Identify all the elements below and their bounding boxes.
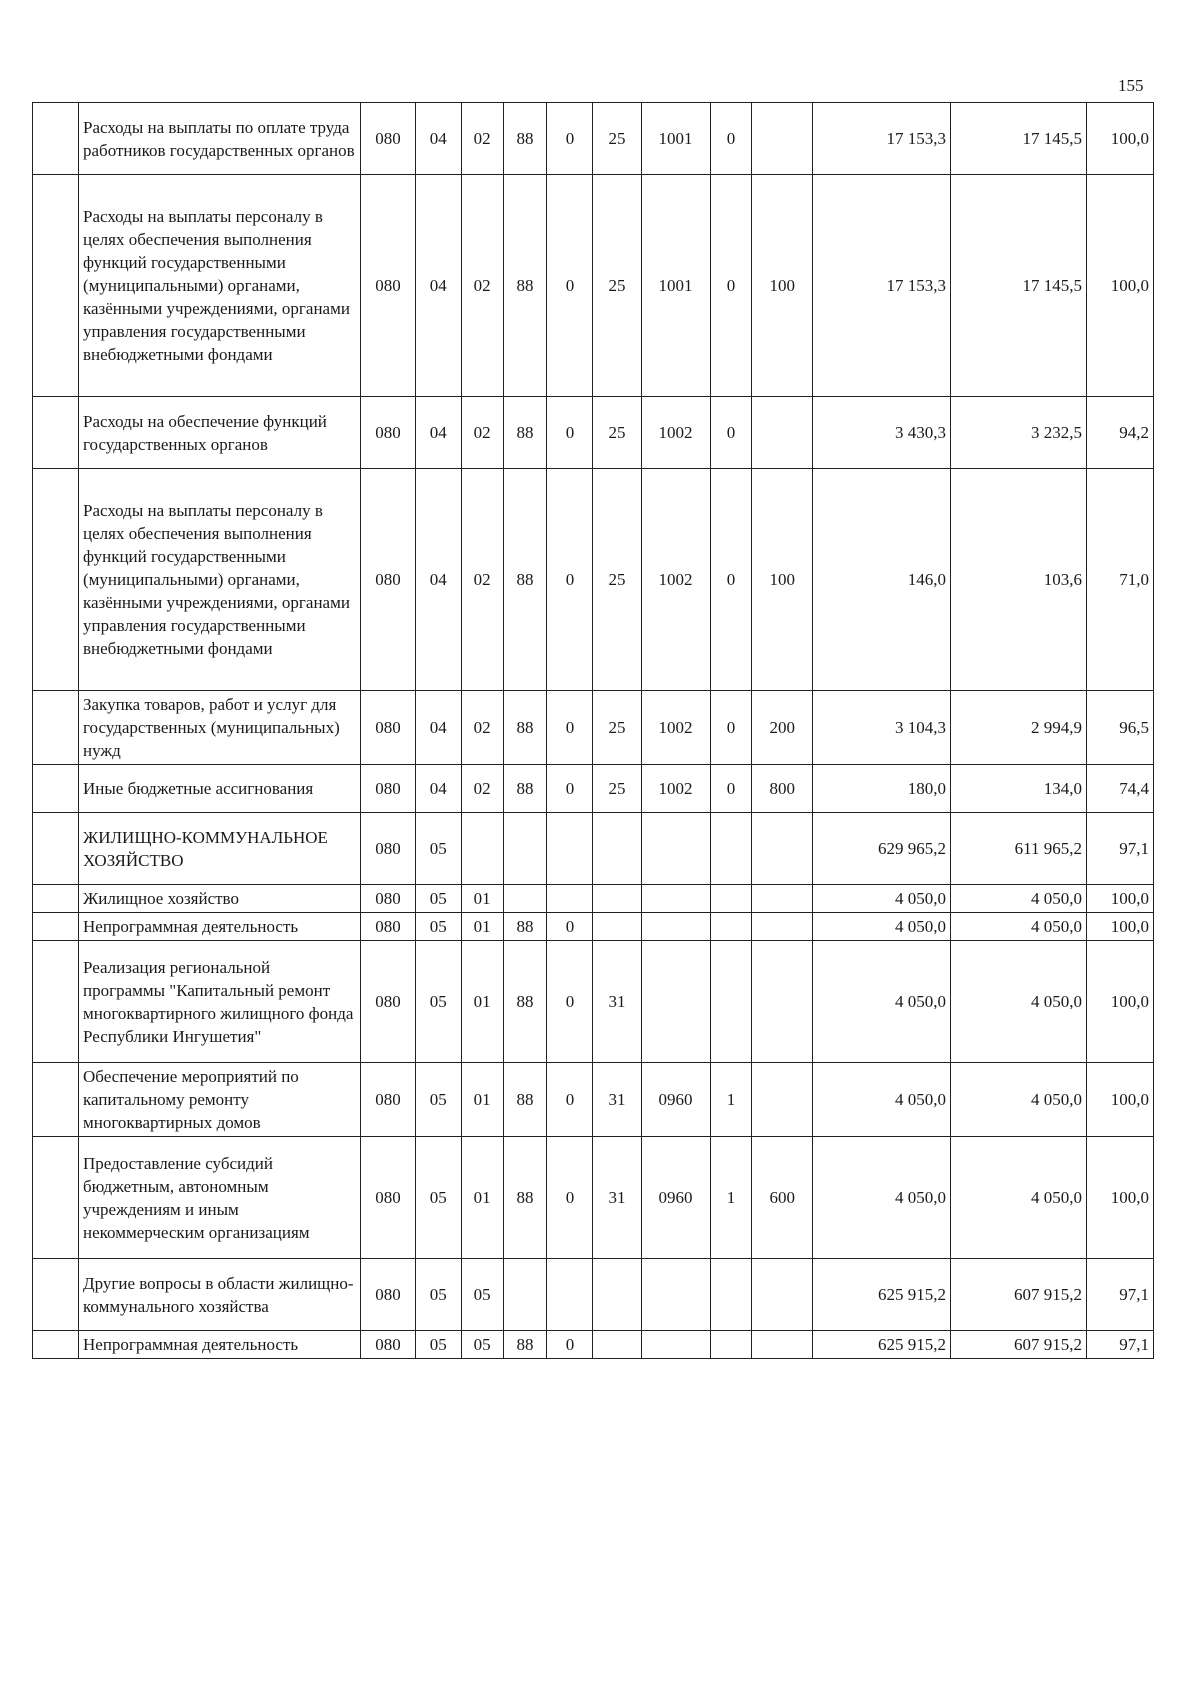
cell-ministry-code: 080 [361, 941, 415, 1063]
cell-direction-code [641, 813, 710, 885]
cell-execution-percent: 100,0 [1086, 941, 1153, 1063]
cell-target-code [710, 813, 752, 885]
cell-subsection-code: 05 [461, 1331, 503, 1359]
cell-ministry-code: 080 [361, 1063, 415, 1137]
cell-expense-type-code [752, 1259, 813, 1331]
table-row [33, 941, 1154, 1063]
cell-section-code: 04 [415, 469, 461, 691]
cell-subprogram-code: 0 [547, 397, 593, 469]
row-name: Расходы на выплаты по оплате труда работников государственных органов [79, 103, 361, 175]
cell-execution-percent: 94,2 [1086, 397, 1153, 469]
cell-execution-percent: 97,1 [1086, 813, 1153, 885]
row-name: Расходы на выплаты персоналу в целях обеспечения выполнения функций государственными (муниципальными) органами, казёнными учреждениями, органами управления государственными внебюджетными фондами [79, 469, 361, 691]
cell-direction-code [641, 941, 710, 1063]
table-row [33, 103, 1154, 175]
cell-ministry-code: 080 [361, 469, 415, 691]
cell-planned-amount: 4 050,0 [813, 913, 951, 941]
row-name: Жилищное хозяйство [79, 885, 361, 913]
cell-measure-code: 25 [593, 691, 641, 765]
cell-target-code: 1 [710, 1137, 752, 1259]
cell-target-code: 0 [710, 175, 752, 397]
cell-direction-code [641, 885, 710, 913]
cell-actual-amount: 607 915,2 [951, 1331, 1087, 1359]
cell-measure-code: 25 [593, 397, 641, 469]
cell-direction-code [641, 1331, 710, 1359]
cell-ministry-code: 080 [361, 1259, 415, 1331]
cell-actual-amount: 4 050,0 [951, 1063, 1087, 1137]
cell-direction-code: 0960 [641, 1137, 710, 1259]
cell-section-code: 05 [415, 941, 461, 1063]
cell-execution-percent: 71,0 [1086, 469, 1153, 691]
cell-section-code: 04 [415, 691, 461, 765]
cell-target-code: 1 [710, 1063, 752, 1137]
cell-section-code: 05 [415, 1259, 461, 1331]
cell-expense-type-code: 800 [752, 765, 813, 813]
cell-expense-type-code [752, 103, 813, 175]
cell-execution-percent: 100,0 [1086, 175, 1153, 397]
row-name: Иные бюджетные ассигнования [79, 765, 361, 813]
row-name: Предоставление субсидий бюджетным, автономным учреждениям и иным некоммерческим организациям [79, 1137, 361, 1259]
cell-program-code: 88 [503, 1063, 547, 1137]
cell-actual-amount: 4 050,0 [951, 885, 1087, 913]
cell-section-code: 04 [415, 103, 461, 175]
cell-expense-type-code [752, 913, 813, 941]
row-name: Закупка товаров, работ и услуг для государственных (муниципальных) нужд [79, 691, 361, 765]
cell-actual-amount: 134,0 [951, 765, 1087, 813]
table-row [33, 397, 1154, 469]
cell-program-code [503, 1259, 547, 1331]
cell-measure-code: 25 [593, 765, 641, 813]
cell-subsection-code: 02 [461, 469, 503, 691]
row-index-cell [33, 941, 79, 1063]
cell-subprogram-code [547, 885, 593, 913]
cell-planned-amount: 4 050,0 [813, 885, 951, 913]
cell-section-code: 04 [415, 175, 461, 397]
cell-actual-amount: 611 965,2 [951, 813, 1087, 885]
table-row [33, 691, 1154, 765]
cell-planned-amount: 146,0 [813, 469, 951, 691]
cell-subsection-code: 01 [461, 1137, 503, 1259]
row-name: Расходы на обеспечение функций государственных органов [79, 397, 361, 469]
row-name: Расходы на выплаты персоналу в целях обеспечения выполнения функций государственными (муниципальными) органами, казёнными учреждениями, органами управления государственными внебюджетными фондами [79, 175, 361, 397]
cell-ministry-code: 080 [361, 397, 415, 469]
cell-target-code [710, 913, 752, 941]
cell-expense-type-code: 200 [752, 691, 813, 765]
page-number: 155 [1118, 76, 1144, 95]
table-row [33, 469, 1154, 691]
cell-subsection-code: 02 [461, 765, 503, 813]
cell-target-code [710, 941, 752, 1063]
cell-section-code: 05 [415, 1063, 461, 1137]
cell-execution-percent: 100,0 [1086, 103, 1153, 175]
row-index-cell [33, 469, 79, 691]
cell-planned-amount: 17 153,3 [813, 103, 951, 175]
cell-actual-amount: 3 232,5 [951, 397, 1087, 469]
cell-ministry-code: 080 [361, 813, 415, 885]
cell-planned-amount: 3 430,3 [813, 397, 951, 469]
cell-section-code: 05 [415, 1331, 461, 1359]
cell-program-code: 88 [503, 765, 547, 813]
cell-actual-amount: 4 050,0 [951, 913, 1087, 941]
cell-target-code: 0 [710, 103, 752, 175]
cell-program-code: 88 [503, 1137, 547, 1259]
cell-execution-percent: 96,5 [1086, 691, 1153, 765]
cell-subsection-code: 02 [461, 691, 503, 765]
cell-subsection-code [461, 813, 503, 885]
cell-measure-code: 25 [593, 175, 641, 397]
cell-subprogram-code: 0 [547, 691, 593, 765]
cell-expense-type-code [752, 885, 813, 913]
row-name: Непрограммная деятельность [79, 913, 361, 941]
cell-expense-type-code [752, 397, 813, 469]
cell-planned-amount: 4 050,0 [813, 1063, 951, 1137]
cell-section-code: 04 [415, 397, 461, 469]
cell-program-code: 88 [503, 469, 547, 691]
row-name: Другие вопросы в области жилищно-коммунального хозяйства [79, 1259, 361, 1331]
cell-ministry-code: 080 [361, 103, 415, 175]
cell-ministry-code: 080 [361, 885, 415, 913]
cell-planned-amount: 3 104,3 [813, 691, 951, 765]
cell-direction-code: 1002 [641, 765, 710, 813]
cell-program-code: 88 [503, 397, 547, 469]
cell-actual-amount: 4 050,0 [951, 941, 1087, 1063]
cell-planned-amount: 629 965,2 [813, 813, 951, 885]
row-index-cell [33, 913, 79, 941]
cell-measure-code: 25 [593, 469, 641, 691]
cell-direction-code [641, 1259, 710, 1331]
cell-execution-percent: 100,0 [1086, 885, 1153, 913]
cell-expense-type-code [752, 941, 813, 1063]
cell-direction-code: 1001 [641, 103, 710, 175]
cell-target-code [710, 1259, 752, 1331]
cell-target-code: 0 [710, 397, 752, 469]
row-index-cell [33, 1063, 79, 1137]
cell-execution-percent: 100,0 [1086, 1137, 1153, 1259]
cell-subsection-code: 02 [461, 397, 503, 469]
row-index-cell [33, 813, 79, 885]
cell-subsection-code: 02 [461, 175, 503, 397]
cell-actual-amount: 103,6 [951, 469, 1087, 691]
cell-direction-code: 1002 [641, 469, 710, 691]
cell-measure-code: 25 [593, 103, 641, 175]
table-row [33, 1137, 1154, 1259]
cell-ministry-code: 080 [361, 765, 415, 813]
cell-subsection-code: 01 [461, 885, 503, 913]
cell-actual-amount: 4 050,0 [951, 1137, 1087, 1259]
cell-measure-code: 31 [593, 941, 641, 1063]
cell-program-code: 88 [503, 691, 547, 765]
cell-section-code: 05 [415, 1137, 461, 1259]
cell-target-code: 0 [710, 469, 752, 691]
row-index-cell [33, 765, 79, 813]
table-row [33, 1259, 1154, 1331]
table-row [33, 765, 1154, 813]
cell-measure-code [593, 1259, 641, 1331]
cell-subsection-code: 02 [461, 103, 503, 175]
cell-actual-amount: 17 145,5 [951, 103, 1087, 175]
cell-subsection-code: 01 [461, 941, 503, 1063]
cell-program-code: 88 [503, 1331, 547, 1359]
cell-direction-code: 0960 [641, 1063, 710, 1137]
cell-ministry-code: 080 [361, 913, 415, 941]
row-index-cell [33, 1137, 79, 1259]
cell-subprogram-code: 0 [547, 941, 593, 1063]
cell-measure-code: 31 [593, 1063, 641, 1137]
row-index-cell [33, 1331, 79, 1359]
cell-subsection-code: 01 [461, 913, 503, 941]
table-row [33, 813, 1154, 885]
cell-planned-amount: 4 050,0 [813, 941, 951, 1063]
row-index-cell [33, 885, 79, 913]
row-index-cell [33, 397, 79, 469]
cell-execution-percent: 100,0 [1086, 913, 1153, 941]
row-name: Реализация региональной программы "Капитальный ремонт многоквартирного жилищного фонда Республики Ингушетия" [79, 941, 361, 1063]
cell-planned-amount: 4 050,0 [813, 1137, 951, 1259]
cell-execution-percent: 74,4 [1086, 765, 1153, 813]
table-row [33, 1331, 1154, 1359]
cell-planned-amount: 625 915,2 [813, 1331, 951, 1359]
cell-execution-percent: 97,1 [1086, 1331, 1153, 1359]
cell-subprogram-code: 0 [547, 1331, 593, 1359]
cell-measure-code [593, 885, 641, 913]
row-name: Обеспечение мероприятий по капитальному ремонту многоквартирных домов [79, 1063, 361, 1137]
cell-expense-type-code [752, 1331, 813, 1359]
cell-direction-code: 1002 [641, 397, 710, 469]
budget-table [32, 102, 1154, 1359]
cell-subprogram-code: 0 [547, 913, 593, 941]
cell-target-code: 0 [710, 765, 752, 813]
cell-actual-amount: 607 915,2 [951, 1259, 1087, 1331]
cell-program-code: 88 [503, 103, 547, 175]
cell-target-code [710, 885, 752, 913]
cell-subprogram-code [547, 813, 593, 885]
cell-direction-code [641, 913, 710, 941]
cell-actual-amount: 17 145,5 [951, 175, 1087, 397]
row-name: ЖИЛИЩНО-КОММУНАЛЬНОЕ ХОЗЯЙСТВО [79, 813, 361, 885]
cell-program-code [503, 885, 547, 913]
row-index-cell [33, 691, 79, 765]
cell-direction-code: 1002 [641, 691, 710, 765]
table-row [33, 175, 1154, 397]
cell-ministry-code: 080 [361, 1331, 415, 1359]
cell-section-code: 05 [415, 913, 461, 941]
cell-subprogram-code: 0 [547, 469, 593, 691]
cell-planned-amount: 17 153,3 [813, 175, 951, 397]
cell-program-code [503, 813, 547, 885]
cell-section-code: 04 [415, 765, 461, 813]
cell-execution-percent: 97,1 [1086, 1259, 1153, 1331]
cell-measure-code [593, 913, 641, 941]
row-name: Непрограммная деятельность [79, 1331, 361, 1359]
cell-expense-type-code: 600 [752, 1137, 813, 1259]
table-row [33, 1063, 1154, 1137]
cell-expense-type-code [752, 813, 813, 885]
cell-planned-amount: 625 915,2 [813, 1259, 951, 1331]
cell-expense-type-code: 100 [752, 175, 813, 397]
cell-target-code [710, 1331, 752, 1359]
cell-section-code: 05 [415, 885, 461, 913]
row-index-cell [33, 175, 79, 397]
cell-target-code: 0 [710, 691, 752, 765]
cell-measure-code [593, 1331, 641, 1359]
cell-subprogram-code: 0 [547, 765, 593, 813]
cell-subsection-code: 01 [461, 1063, 503, 1137]
row-index-cell [33, 103, 79, 175]
cell-subprogram-code: 0 [547, 103, 593, 175]
cell-ministry-code: 080 [361, 1137, 415, 1259]
cell-ministry-code: 080 [361, 691, 415, 765]
cell-expense-type-code: 100 [752, 469, 813, 691]
cell-program-code: 88 [503, 913, 547, 941]
cell-expense-type-code [752, 1063, 813, 1137]
cell-measure-code [593, 813, 641, 885]
cell-subprogram-code: 0 [547, 175, 593, 397]
cell-program-code: 88 [503, 175, 547, 397]
cell-direction-code: 1001 [641, 175, 710, 397]
cell-measure-code: 31 [593, 1137, 641, 1259]
cell-execution-percent: 100,0 [1086, 1063, 1153, 1137]
table-row [33, 913, 1154, 941]
cell-subprogram-code: 0 [547, 1137, 593, 1259]
cell-program-code: 88 [503, 941, 547, 1063]
table-row [33, 885, 1154, 913]
cell-subsection-code: 05 [461, 1259, 503, 1331]
cell-actual-amount: 2 994,9 [951, 691, 1087, 765]
row-index-cell [33, 1259, 79, 1331]
cell-ministry-code: 080 [361, 175, 415, 397]
cell-subprogram-code: 0 [547, 1063, 593, 1137]
cell-planned-amount: 180,0 [813, 765, 951, 813]
cell-subprogram-code [547, 1259, 593, 1331]
cell-section-code: 05 [415, 813, 461, 885]
